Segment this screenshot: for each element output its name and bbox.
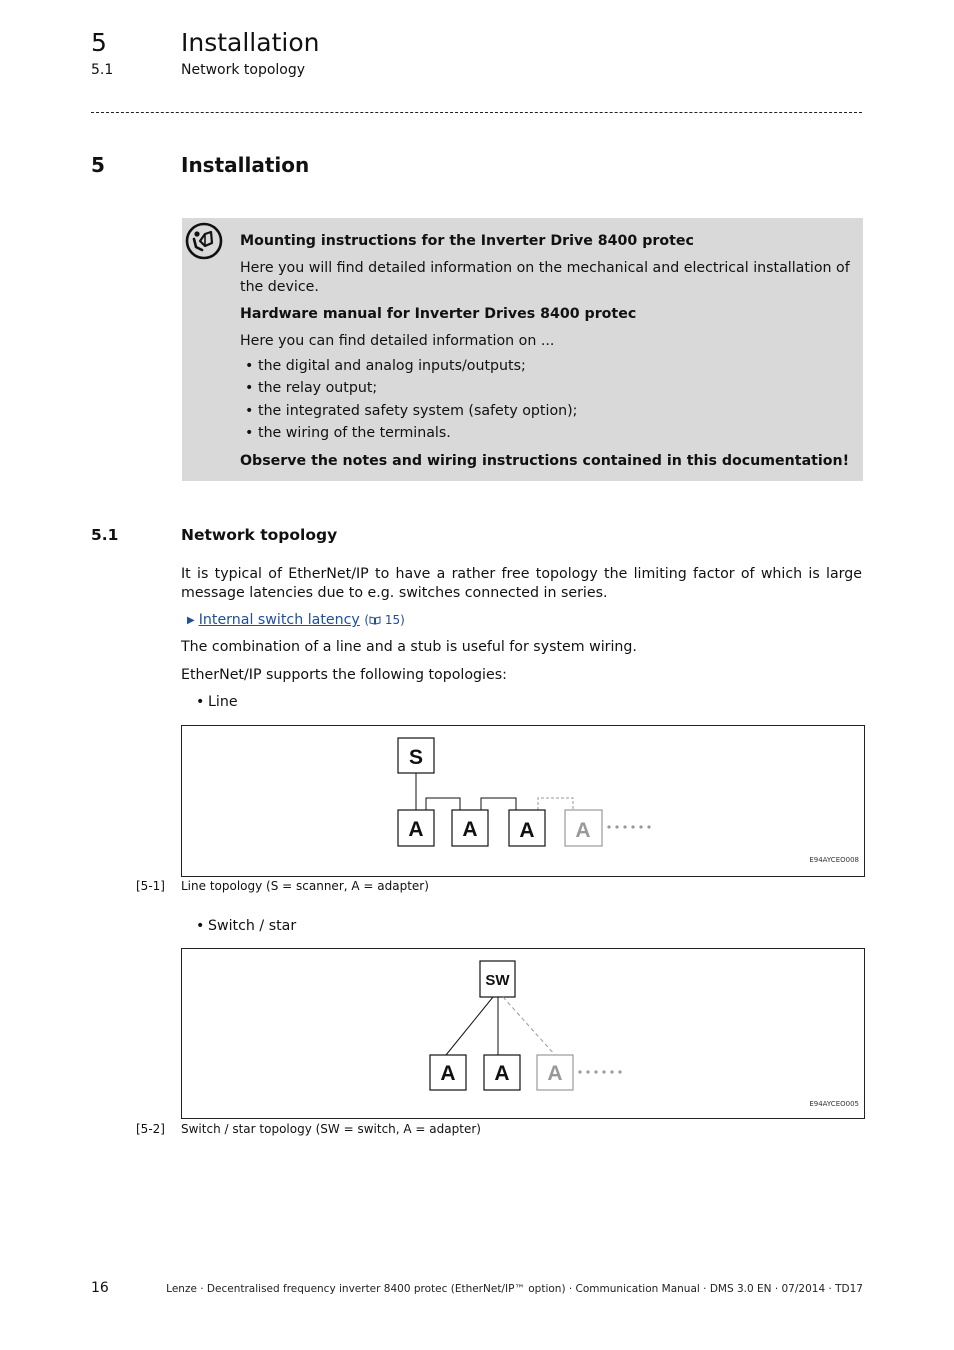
figure-caption: Switch / star topology (SW = switch, A = adapter)	[181, 1122, 481, 1136]
adapter-label: A	[519, 819, 535, 842]
running-header-section-number: 5.1	[91, 62, 114, 78]
note-text-mounting: Here you will find detailed information on the mechanical and electrical installation of the device.	[240, 260, 850, 295]
heading1-number: 5	[91, 153, 105, 177]
note-list-item: • the digital and analog inputs/outputs;	[240, 355, 852, 377]
note-list-item: • the wiring of the terminals.	[240, 422, 852, 444]
scanner-label: S	[408, 746, 424, 769]
note-list	[240, 355, 852, 444]
figure-code: E94AYCEO008	[809, 856, 859, 864]
page-number: 16	[91, 1280, 109, 1296]
body-paragraph-2: The combination of a line and a stub is useful for system wiring.	[181, 639, 637, 655]
heading2-number: 5.1	[91, 526, 119, 544]
note-warning: Observe the notes and wiring instructions contained in this documentation!	[240, 453, 850, 470]
body-paragraph-1: It is typical of EtherNet/IP to have a rather free topology the limiting factor of which is large message latencies due to e.g. switches connected in series.	[181, 566, 862, 601]
bullet-line-text: Line	[208, 694, 238, 710]
switch-label: SW	[485, 972, 510, 989]
running-header-chapter-number: 5	[91, 28, 107, 57]
adapter-label-optional: A	[575, 819, 591, 842]
note-title-mounting: Mounting instructions for the Inverter Drive 8400 protec	[240, 233, 694, 249]
note-title-hardware: Hardware manual for Inverter Drives 8400 protec	[240, 306, 637, 322]
heading1-title: Installation	[181, 153, 310, 177]
note-list-item: • the integrated safety system (safety option);	[240, 400, 852, 422]
body-paragraph-3: EtherNet/IP supports the following topologies:	[181, 667, 507, 683]
link-arrow-icon: ▶	[187, 615, 195, 626]
running-header-chapter-title: Installation	[181, 28, 320, 57]
adapter-label: A	[440, 1062, 456, 1085]
note-content	[240, 232, 852, 471]
figure-caption-number: [5-2]	[136, 1122, 165, 1136]
running-header-section-title: Network topology	[181, 62, 306, 78]
manual-reader-icon	[184, 221, 224, 261]
link-page-reference[interactable]: ( 15)	[364, 613, 405, 627]
adapter-label-optional: A	[547, 1062, 563, 1085]
figure-caption-number: [5-1]	[136, 879, 165, 893]
note-text-hardware: Here you can find detailed information on ...	[240, 333, 555, 349]
figure-caption: Line topology (S = scanner, A = adapter)	[181, 879, 429, 893]
book-icon	[369, 616, 381, 625]
heading2-title: Network topology	[181, 526, 338, 544]
bullet-switch-star-text: Switch / star	[208, 918, 297, 934]
header-divider	[91, 112, 862, 113]
figure-code: E94AYCEO005	[809, 1100, 859, 1108]
continuation-dots	[607, 825, 650, 828]
footer-text: Lenze · Decentralised frequency inverter 8400 protec (EtherNet/IP™ option) · Communication Manual · DMS 3.0 EN · 07/2014 · TD17	[166, 1283, 863, 1295]
figure-star-topology	[181, 948, 865, 1119]
cross-reference-link[interactable]	[187, 611, 405, 630]
bullet-switch-star: • Switch / star	[196, 918, 297, 934]
adapter-label: A	[494, 1062, 510, 1085]
adapter-label: A	[462, 818, 478, 841]
adapter-label: A	[408, 818, 424, 841]
figure-line-topology	[181, 725, 865, 877]
note-list-item: • the relay output;	[240, 377, 852, 399]
link-text[interactable]: Internal switch latency	[198, 612, 360, 628]
bullet-line: • Line	[196, 694, 238, 710]
continuation-dots	[578, 1070, 621, 1073]
